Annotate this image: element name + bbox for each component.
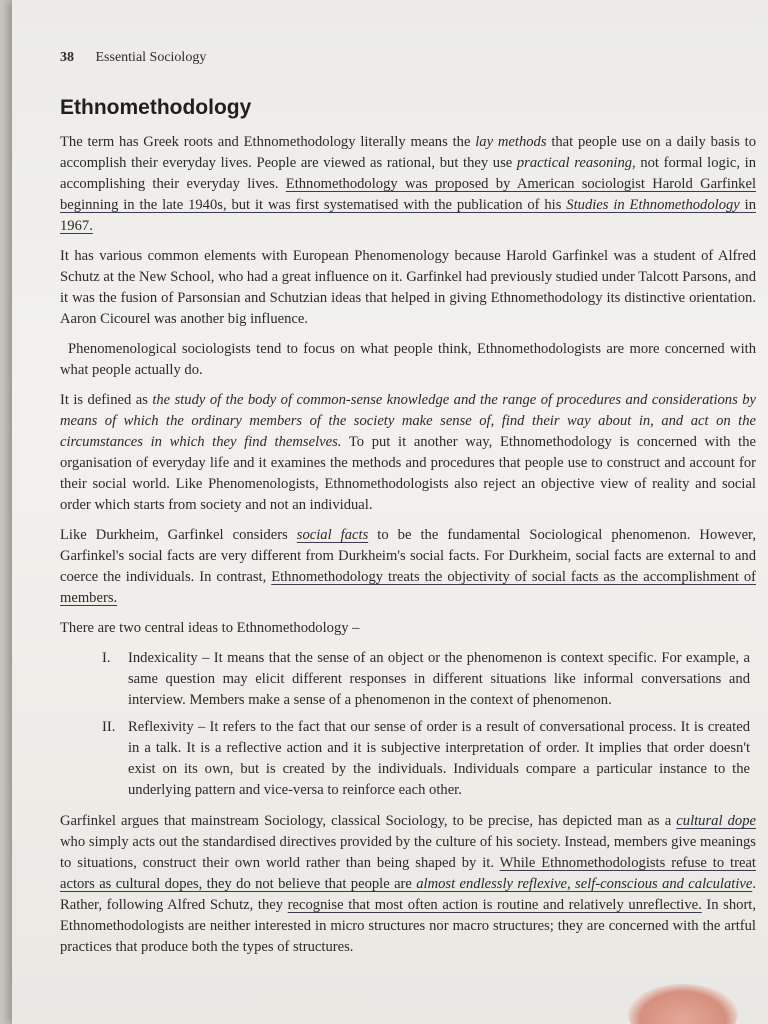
section-title: Ethnomethodology xyxy=(60,96,252,119)
paragraph-5: Like Durkheim, Garfinkel considers social facts to be the fundamental Sociological phenomenon. However, Garfinkel's social facts are very different from Durkheim's social facts. For Durkheim, social facts are external to and coerce the individuals. In contrast, Ethnomethodology treats the objectivity of social facts as the accomplishment of members. xyxy=(60,527,756,606)
paragraph-3: Phenomenological sociologists tend to focus on what people think, Ethnomethodologists are more concerned with what people actually do. xyxy=(60,341,756,378)
thumb-photo-artifact xyxy=(628,984,738,1024)
page-number: 38 xyxy=(60,50,74,65)
paragraph-2: It has various common elements with European Phenomenology because Harold Garfinkel was a student of Alfred Schutz at the New School, who had a great influence on it. Garfinkel had previously studied under Talcott Parsons, and it was the fusion of Parsonsian and Schutzian ideas that helped in giving Ethnomethodology its distinctive orientation. Aaron Cicourel was another big influence. xyxy=(60,248,756,327)
paragraph-7: Garfinkel argues that mainstream Sociology, classical Sociology, to be precise, has depicted man as a cultural dope who simply acts out the standardised directives provided by the culture of his society. Instead, members give meanings to situations, construct their own world rather than being shaped by it. While Ethnomethodologists refuse to treat actors as cultural dopes, they do not believe that people are almost endlessly reflexive, self-conscious and calculative. Rather, following Alfred Schutz, they recognise that most often action is routine and relatively unreflective. In short, Ethnomethodologists are neither interested in micro structures nor macro structures; they are concerned with the artful practices that produce both the types of structures. xyxy=(60,813,757,955)
underlined-text: Ethnomethodology was proposed by American sociologist Harold Garfinkel beginning in the late 1940s, but it was first systematised with the publication of his xyxy=(60,176,757,213)
list-item: I. Indexicality – It means that the sense of an object or the phenomenon is context specific. For example, a same question may elicit different responses in different situations like informal conversations and interview. Members make a sense of a phenomenon in the context of phenomenon. xyxy=(102,650,750,708)
central-ideas-list xyxy=(60,648,756,801)
paragraph-6: There are two central ideas to Ethnomethodology – xyxy=(60,620,360,636)
book-title: Essential Sociology xyxy=(95,50,207,65)
list-item: II. Reflexivity – It refers to the fact that our sense of order is a result of conversational process. It is created in a talk. It is a reflective action and it is subjective interpretation of order. It implies that order doesn't exist on its own, but is created by the individuals. Individuals compare a particular instance to the underlying pattern and vice-versa to reinforce each other. xyxy=(102,719,750,798)
paragraph-1: The term has Greek roots and Ethnomethodology literally means the lay methods that people use on a daily basis to accomplish their everyday lives. People are viewed as rational, but they use practical reasoning, not formal logic, in accomplishing their everyday lives. Ethnomethodology was proposed by American sociologist Harold Garfinkel beginning in the late 1940s, but it was first systematised with the publication of his Studies in Ethnomethodology in 1967. xyxy=(60,134,757,234)
paragraph-4: It is defined as the study of the body of common-sense knowledge and the range of procedures and considerations by means of which the ordinary members of the society make sense of, find their way about in, and act on the circumstances in which they find themselves. To put it another way, Ethnomethodology is concerned with the organisation of everyday life and it examines the methods and procedures that people use to construct and account for their social world. Like Phenomenologists, Ethnomethodologists also reject an objective view of reality and social order which starts from society and not an individual. xyxy=(60,392,756,513)
running-head xyxy=(60,50,206,66)
body-text xyxy=(60,132,756,967)
underlined-text: social facts xyxy=(296,527,369,543)
book-page xyxy=(12,0,768,1024)
